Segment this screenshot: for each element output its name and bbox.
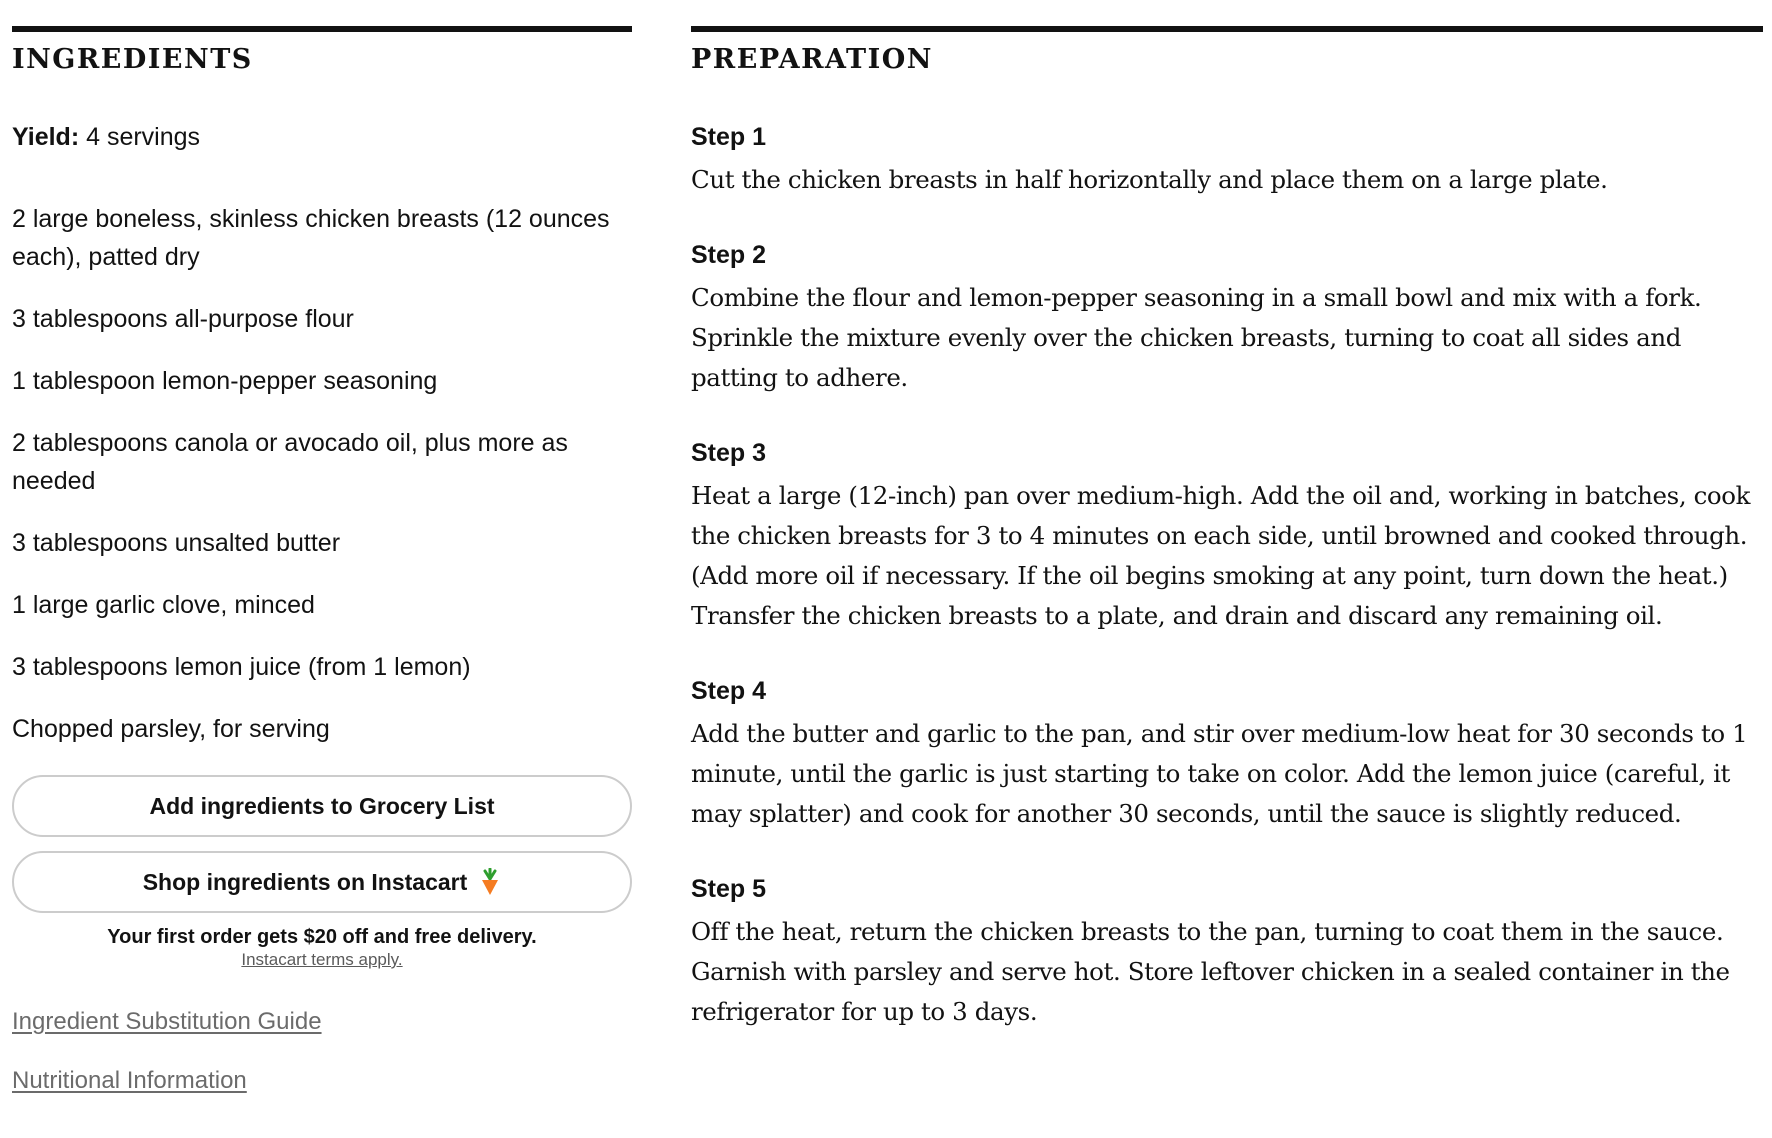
step-list [691, 122, 1763, 1032]
ingredient-list [12, 200, 632, 748]
preparation-heading: PREPARATION [691, 44, 933, 75]
step-item [691, 122, 1763, 200]
preparation-section [691, 26, 1763, 1072]
ingredients-heading: INGREDIENTS [12, 44, 253, 75]
ingredient-substitution-guide-link[interactable]: Ingredient Substitution Guide [12, 1008, 322, 1035]
shop-on-instacart-label: Shop ingredients on Instacart [142, 868, 468, 895]
shop-on-instacart-button[interactable] [12, 851, 632, 913]
instacart-promo-text: Your first order gets $20 off and free delivery. [107, 926, 537, 948]
step-item [691, 240, 1763, 398]
yield-value: 4 servings [86, 123, 201, 151]
step-label: Step 2 [691, 241, 767, 269]
ingredient-item: 3 tablespoons all-purpose flour [12, 305, 354, 333]
nutritional-information-link[interactable]: Nutritional Information [12, 1067, 247, 1094]
add-to-grocery-list-label: Add ingredients to Grocery List [149, 792, 495, 819]
step-text: Heat a large (12-inch) pan over medium-high. Add the oil and, working in batches, cook the chicken breasts for 3 to 4 minutes on each side, until browned and cooked through. (Add more oil if necessary. If the oil begins smoking at any point, turn down the heat.) Transfer the chicken breasts to a plate, and drain and discard any remaining oil. [691, 481, 1751, 630]
yield [12, 122, 632, 152]
ingredients-top-rule [12, 26, 632, 32]
step-item [691, 874, 1763, 1032]
step-text: Add the butter and garlic to the pan, and stir over medium-low heat for 30 seconds to 1 minute, until the garlic is just starting to take on color. Add the lemon juice (careful, it may splatter) and cook for another 30 seconds, until the sauce is slightly reduced. [691, 719, 1748, 828]
step-text: Cut the chicken breasts in half horizontally and place them on a large plate. [691, 165, 1608, 194]
ingredients-section [12, 26, 632, 1096]
ingredient-item: Chopped parsley, for serving [12, 715, 330, 743]
yield-label: Yield: [12, 123, 80, 151]
step-label: Step 3 [691, 439, 767, 467]
ingredient-item: 1 tablespoon lemon-pepper seasoning [12, 367, 438, 395]
ingredient-item: 3 tablespoons unsalted butter [12, 529, 341, 557]
add-to-grocery-list-button[interactable] [12, 775, 632, 837]
step-label: Step 5 [691, 875, 767, 903]
ingredient-item: 2 tablespoons canola or avocado oil, plus more as needed [12, 429, 568, 495]
step-label: Step 4 [691, 677, 767, 705]
step-text: Off the heat, return the chicken breasts to the pan, turning to coat them in the sauce. Garnish with parsley and serve hot. Store leftover chicken in a sealed container in the refrigerator for up to 3 days. [691, 917, 1730, 1026]
step-item [691, 438, 1763, 636]
preparation-top-rule [691, 26, 1763, 32]
step-label: Step 1 [691, 123, 767, 151]
step-text: Combine the flour and lemon-pepper seasoning in a small bowl and mix with a fork. Sprinkle the mixture evenly over the chicken breasts, turning to coat all sides and patting to adhere. [691, 283, 1702, 392]
instacart-terms-link[interactable]: Instacart terms apply. [241, 950, 403, 969]
ingredient-item: 1 large garlic clove, minced [12, 591, 315, 619]
step-item [691, 676, 1763, 834]
ingredient-item: 2 large boneless, skinless chicken breasts (12 ounces each), patted dry [12, 205, 610, 271]
ingredient-item: 3 tablespoons lemon juice (from 1 lemon) [12, 653, 471, 681]
carrot-icon [479, 868, 501, 896]
